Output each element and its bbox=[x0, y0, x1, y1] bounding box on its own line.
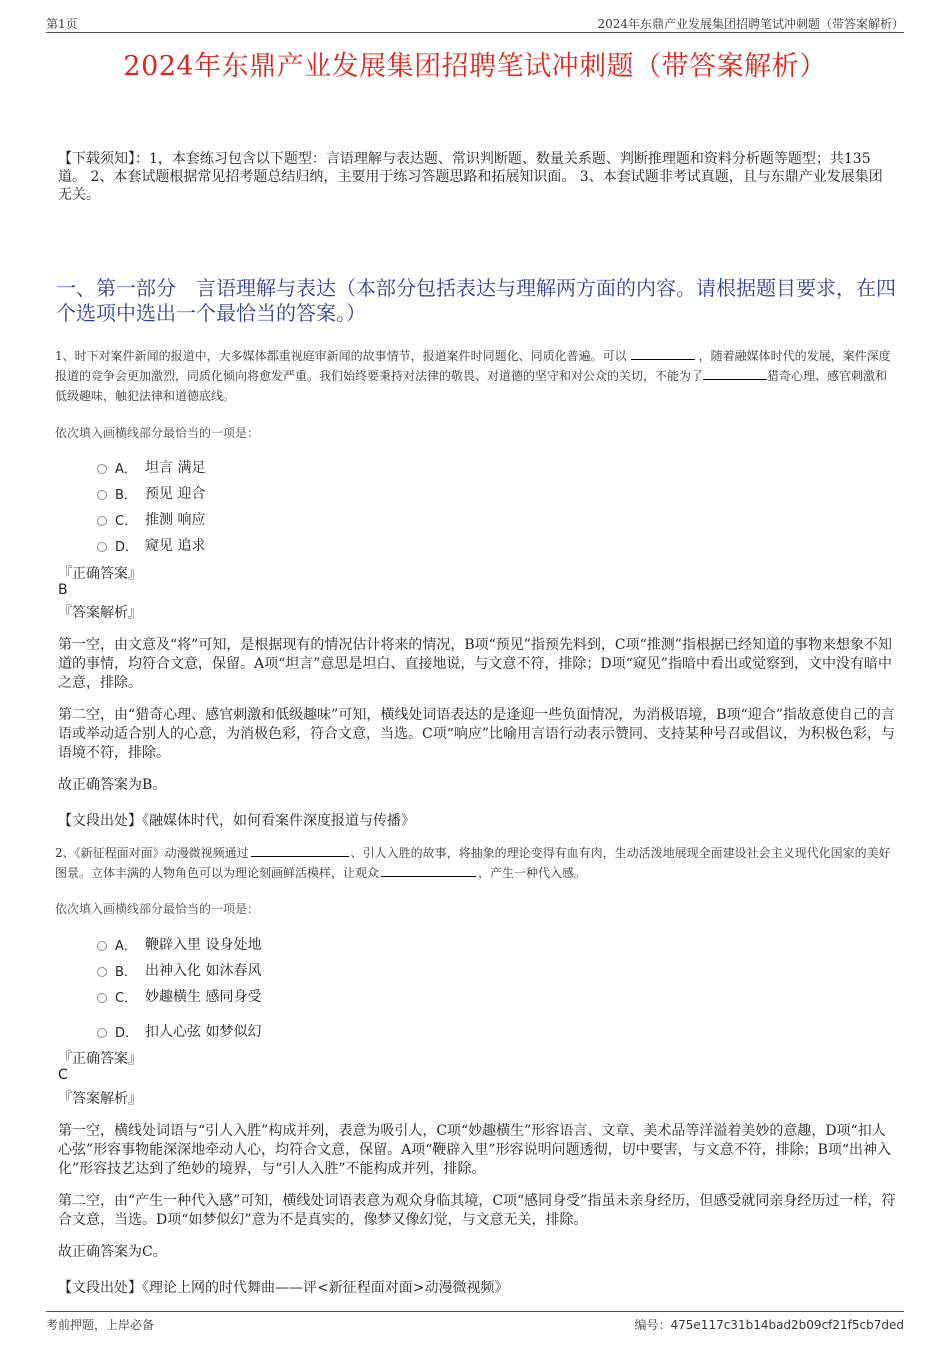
q1-option-b[interactable]: B． 预见 迎合 bbox=[97, 483, 205, 503]
page-number: 第1页 bbox=[46, 17, 78, 31]
footer-code: 编号：475e117c31b14bad2b09cf21f5cb7ded bbox=[634, 1318, 904, 1332]
radio-icon[interactable] bbox=[97, 542, 107, 552]
correct-answer-label: 『正确答案』 bbox=[58, 1051, 142, 1067]
radio-icon[interactable] bbox=[97, 967, 107, 977]
analysis-label: 『答案解析』 bbox=[58, 1091, 142, 1107]
radio-icon[interactable] bbox=[97, 516, 107, 526]
q1-analysis-3: 故正确答案为B。 bbox=[58, 777, 167, 793]
q1-source: 【文段出处】《融媒体时代，如何看案件深度报道与传播》 bbox=[58, 813, 415, 829]
q1-option-a[interactable]: A． 坦言 满足 bbox=[97, 457, 205, 477]
radio-icon[interactable] bbox=[97, 941, 107, 951]
radio-icon[interactable] bbox=[97, 464, 107, 474]
question-1-text: 1、时下对案件新闻的报道中，大多媒体都重视庭审新闻的故事情节，报道案件时同题化、同质化普遍。可以 ，随着融媒体时代的发展，案件深度报道的竞争会更加激烈，同质化倾向将愈发严重。我们始终要秉持对法律的敬畏、对道德的坚守和对公众的关切，不能为了 猎奇心理、感官刺激和低级趣味，触犯法律和道德底线。 bbox=[55, 349, 891, 403]
q1-analysis-1: 第一空，由文意及“将”可知，是根据现有的情况估计将来的情况，B项“预见”指预先料到，C项“推测”指根据已经知道的事物来想象不知道的事情，均符合文意，保留。A项“坦言”意思是坦白、直接地说，与文意不符，排除；D项“窥见”指暗中看出或觉察到，文中没有暗中之意，排除。 bbox=[58, 637, 892, 691]
question-2-text: 2、《新征程面对面》动漫微视频通过 、引人入胜的故事，将抽象的理论变得有血有肉，生动活泼地展现全面建设社会主义现代化国家的美好图景。立体丰满的人物角色可以为理论刻画鲜活模样，让观众 ，产生一种代入感。 bbox=[55, 846, 891, 880]
page-footer bbox=[46, 1311, 904, 1332]
q2-option-c[interactable]: C． 妙趣横生 感同身受 bbox=[97, 986, 261, 1006]
footer-slogan: 考前押题，上岸必备 bbox=[46, 1318, 155, 1332]
download-notice: 【下载须知】：1，本套练习包含以下题型：言语理解与表达题、常识判断题、数量关系题、判断推理题和资料分析题等题型；共135道。 2、本套试题根据常见招考题总结归纳，主要用于练习答题思路和拓展知识面。 3、本套试题非考试真题，且与东鼎产业发展集团无关。 bbox=[58, 151, 883, 203]
q2-analysis-2: 第二空，由“产生一种代入感”可知，横线处词语表意为观众身临其境，C项“感同身受”指虽未亲身经历，但感受就同亲身经历过一样，符合文意，当选。D项“如梦似幻”意为不是真实的，像梦又像幻觉，与文意无关，排除。 bbox=[58, 1193, 896, 1228]
q1-answer: B bbox=[58, 582, 68, 598]
question-2-prompt: 依次填入画横线部分最恰当的一项是： bbox=[55, 902, 260, 916]
q1-analysis-2: 第二空，由“猎奇心理、感官刺激和低级趣味”可知，横线处词语表达的是逢迎一些负面情况，为消极语境，B项“迎合”指故意使自己的言语或举动适合别人的心意，为消极色彩，符合文意，当选。C项“响应”比喻用言语行动表示赞同、支持某种号召或倡议，为积极色彩，与语境不符，排除。 bbox=[58, 707, 896, 761]
section-title: 一、第一部分 言语理解与表达（本部分包括表达与理解两方面的内容。请根据题目要求，在四个选项中选出一个最恰当的答案。） bbox=[56, 276, 896, 325]
blank-line bbox=[703, 367, 767, 380]
q2-analysis-1: 第一空，横线处词语与“引人入胜”构成并列，表意为吸引人，C项“妙趣横生”形容语言、文章、美术品等洋溢着美妙的意趣，D项“扣人心弦”形容事物能深深地牵动人心，均符合文意，保留。A项“鞭辟入里”形容说明问题透彻，切中要害，与文意不符，排除；B项“出神入化”形容技艺达到了绝妙的境界，与“引人入胜”不能构成并列，排除。 bbox=[58, 1123, 892, 1177]
page-title: 2024年东鼎产业发展集团招聘笔试冲刺题（带答案解析） bbox=[123, 51, 827, 82]
q1-option-d[interactable]: D． 窥见 追求 bbox=[97, 535, 205, 555]
correct-answer-label: 『正确答案』 bbox=[58, 566, 142, 582]
q2-option-b[interactable]: B． 出神入化 如沐春风 bbox=[97, 960, 261, 980]
q2-option-a[interactable]: A． 鞭辟入里 设身处地 bbox=[97, 934, 261, 954]
page-header bbox=[46, 14, 904, 33]
blank-line bbox=[381, 864, 476, 877]
blank-line bbox=[631, 347, 695, 360]
q1-option-c[interactable]: C． 推测 响应 bbox=[97, 509, 205, 529]
analysis-label: 『答案解析』 bbox=[58, 605, 142, 621]
header-doc-title: 2024年东鼎产业发展集团招聘笔试冲刺题（带答案解析） bbox=[597, 17, 904, 31]
radio-icon[interactable] bbox=[97, 993, 107, 1003]
q2-analysis-3: 故正确答案为C。 bbox=[58, 1244, 167, 1260]
q2-source: 【文段出处】《理论上网的时代舞曲——评<新征程面对面>动漫微视频》 bbox=[58, 1280, 509, 1296]
question-1-prompt: 依次填入画横线部分最恰当的一项是： bbox=[55, 426, 260, 440]
radio-icon[interactable] bbox=[97, 1028, 107, 1038]
blank-line bbox=[251, 844, 349, 857]
q2-option-d[interactable]: D． 扣人心弦 如梦似幻 bbox=[97, 1021, 261, 1041]
q2-answer: C bbox=[58, 1067, 68, 1083]
radio-icon[interactable] bbox=[97, 490, 107, 500]
